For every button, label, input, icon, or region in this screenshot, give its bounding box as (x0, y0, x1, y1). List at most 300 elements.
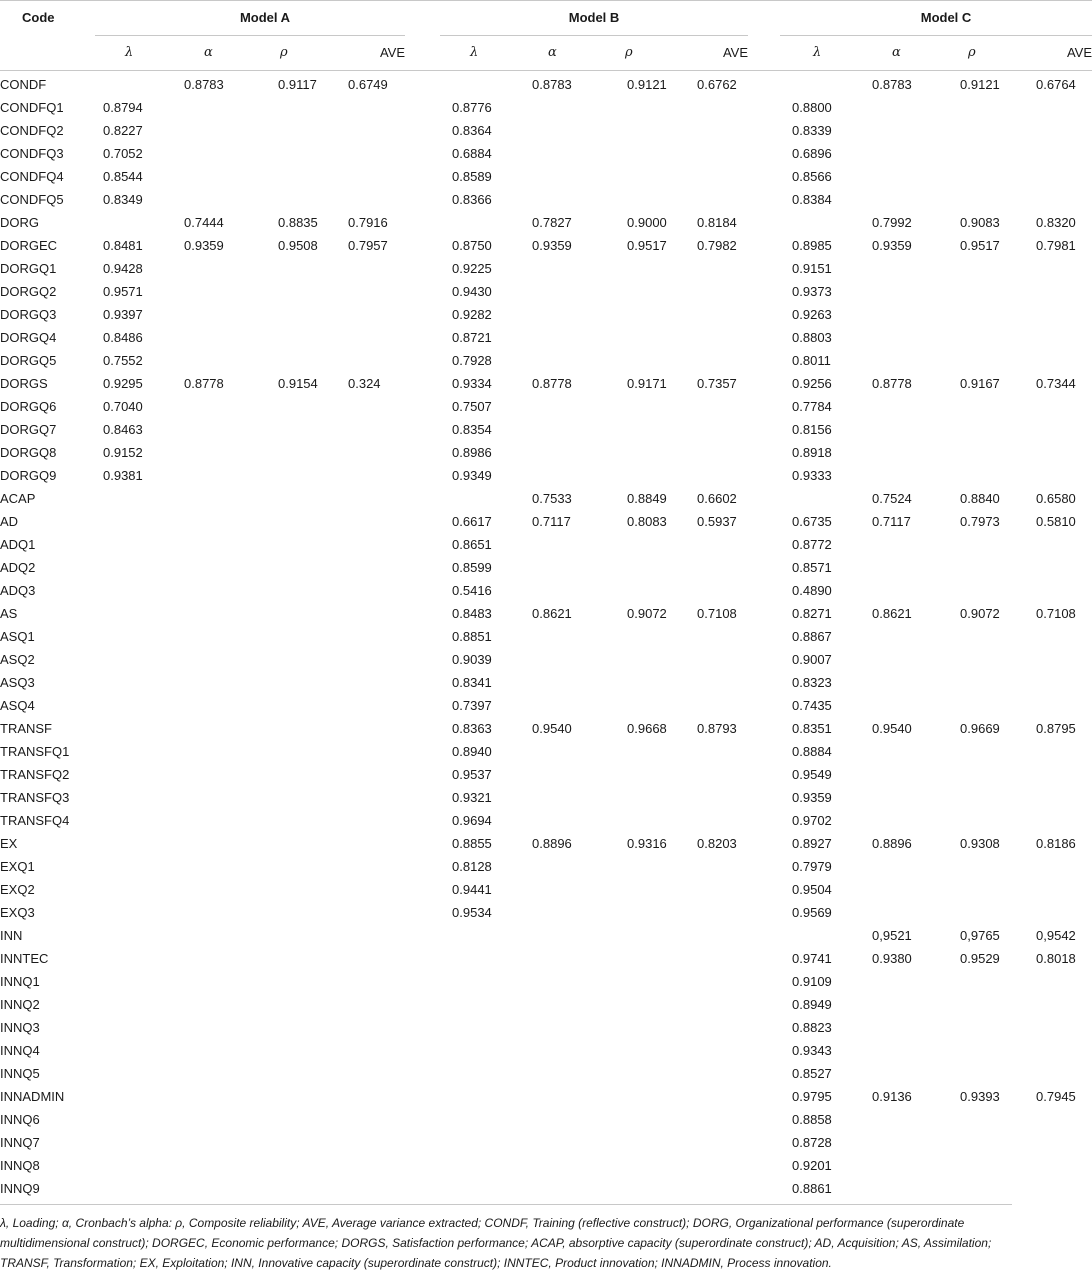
model-b-lambda-cell (440, 1108, 510, 1131)
model-a-rho-cell (250, 740, 330, 763)
model-a-lambda-cell (95, 717, 170, 740)
model-b-lambda-cell: 0.8776 (452, 100, 492, 115)
model-c-lambda-cell: 0.8803 (792, 330, 832, 345)
model-c-rho-cell (938, 257, 1018, 280)
model-a-alpha-cell: 0.7444 (184, 215, 224, 230)
table-row (0, 418, 1092, 441)
model-a-lambda-cell (95, 809, 170, 832)
column-gap (748, 303, 780, 326)
model-c-lambda-cell: 0.8884 (792, 744, 832, 759)
model-a-rho-cell (250, 142, 330, 165)
model-c-lambda-cell: 0.6735 (792, 514, 832, 529)
model-b-ave-cell: 0.5937 (697, 514, 737, 529)
table-row (0, 901, 1092, 924)
model-b-alpha-cell (510, 671, 595, 694)
column-gap (405, 349, 440, 372)
model-a-rho-cell (250, 786, 330, 809)
model-b-ave-cell (675, 303, 748, 326)
model-c-alpha-cell: 0.8621 (872, 606, 912, 621)
model-a-lambda-cell: 0.8349 (103, 192, 143, 207)
model-c-alpha-cell: 0.9136 (872, 1089, 912, 1104)
model-a-rho-cell (250, 395, 330, 418)
model-b-rho-cell (595, 533, 675, 556)
model-c-lambda-cell: 0.9256 (792, 376, 832, 391)
column-gap (405, 1085, 440, 1108)
column-gap (748, 1177, 780, 1200)
model-b-lambda-cell: 0.9225 (452, 261, 492, 276)
model-b-ave-cell (675, 924, 748, 947)
table-row (0, 1085, 1092, 1108)
model-c-ave-cell (1018, 280, 1092, 303)
model-b-alpha-cell (510, 464, 595, 487)
model-b-rho-cell (595, 786, 675, 809)
model-b-lambda-cell (440, 1085, 510, 1108)
table-row (0, 671, 1092, 694)
model-a-ave-cell (330, 579, 405, 602)
model-c-lambda-cell: 0.8858 (792, 1112, 832, 1127)
model-b-ave-cell (675, 280, 748, 303)
model-b-rho-cell: 0.9316 (627, 836, 667, 851)
model-b-rho-cell: 0.9171 (627, 376, 667, 391)
model-c-alpha-cell (858, 763, 938, 786)
model-c-lambda-cell: 0.8566 (792, 169, 832, 184)
model-b-rho-cell (595, 901, 675, 924)
model-c-alpha-cell (858, 556, 938, 579)
model-b-ave-cell: 0.8793 (697, 721, 737, 736)
alpha-header-a: α (170, 36, 250, 71)
model-b-ave-cell (675, 257, 748, 280)
model-b-lambda-cell: 0.7928 (452, 353, 492, 368)
row-code: TRANSF (0, 721, 52, 736)
model-b-rho-cell: 0.9668 (627, 721, 667, 736)
model-a-alpha-cell (170, 119, 250, 142)
model-c-rho-cell (938, 418, 1018, 441)
column-gap (748, 280, 780, 303)
model-a-alpha-cell (170, 510, 250, 533)
model-b-rho-cell (595, 165, 675, 188)
model-c-ave-cell (1018, 648, 1092, 671)
model-c-lambda-cell: 0.8271 (792, 606, 832, 621)
model-c-rho-cell: 0.9529 (960, 951, 1000, 966)
model-c-ave-cell: 0.7981 (1036, 238, 1076, 253)
row-code: EXQ2 (0, 882, 35, 897)
model-a-rho-cell (250, 119, 330, 142)
model-c-rho-cell (938, 1016, 1018, 1039)
model-c-ave-cell (1018, 740, 1092, 763)
model-c-lambda-cell: 0.8384 (792, 192, 832, 207)
model-b-alpha-cell (510, 855, 595, 878)
model-b-rho-cell: 0.8083 (627, 514, 667, 529)
model-b-ave-cell (675, 1016, 748, 1039)
row-code: ADQ1 (0, 537, 36, 552)
model-a-alpha-cell (170, 832, 250, 855)
model-b-ave-cell: 0.8184 (697, 215, 737, 230)
alpha-header-b: α (510, 36, 595, 71)
model-a-rho-cell (250, 1108, 330, 1131)
table-row (0, 326, 1092, 349)
model-a-rho-cell (250, 418, 330, 441)
model-c-lambda-cell: 0.8156 (792, 422, 832, 437)
model-b-lambda-cell: 0.8599 (452, 560, 492, 575)
column-gap (748, 211, 780, 234)
model-c-ave-cell (1018, 809, 1092, 832)
table-row (0, 947, 1092, 970)
model-b-rho-cell (595, 1085, 675, 1108)
model-b-lambda-cell (440, 1177, 510, 1200)
column-gap (748, 165, 780, 188)
column-gap (748, 901, 780, 924)
model-a-alpha-cell (170, 786, 250, 809)
model-c-lambda-cell: 0.9741 (792, 951, 832, 966)
model-a-alpha-cell (170, 740, 250, 763)
model-b-alpha-cell (510, 1177, 595, 1200)
model-c-rho-cell (938, 303, 1018, 326)
model-b-alpha-cell (510, 280, 595, 303)
model-b-ave-cell (675, 970, 748, 993)
model-a-lambda-cell (95, 855, 170, 878)
model-c-lambda-cell: 0.9201 (792, 1158, 832, 1173)
model-a-rho-cell (250, 947, 330, 970)
model-b-lambda-cell (440, 947, 510, 970)
row-code: INNQ3 (0, 1020, 40, 1035)
model-c-alpha-cell (858, 855, 938, 878)
model-b-alpha-cell (510, 395, 595, 418)
column-gap (405, 119, 440, 142)
model-a-alpha-cell (170, 648, 250, 671)
model-a-alpha-cell (170, 533, 250, 556)
model-c-ave-cell: 0.8795 (1036, 721, 1076, 736)
model-b-alpha-cell: 0.7117 (532, 514, 571, 529)
row-code: DORGS (0, 376, 48, 391)
model-a-rho-cell (250, 280, 330, 303)
row-code: CONDFQ5 (0, 192, 64, 207)
model-a-alpha-cell (170, 579, 250, 602)
model-b-lambda-cell: 0.5416 (452, 583, 492, 598)
model-a-alpha-cell (170, 602, 250, 625)
alpha-header-c: α (858, 36, 938, 71)
model-c-lambda-cell: 0.9373 (792, 284, 832, 299)
column-gap (405, 188, 440, 211)
model-a-ave-cell (330, 878, 405, 901)
model-c-ave-cell (1018, 671, 1092, 694)
model-a-rho-cell (250, 970, 330, 993)
model-b-lambda-cell (440, 970, 510, 993)
model-b-lambda-cell: 0.8128 (452, 859, 492, 874)
column-gap (405, 487, 440, 510)
model-a-lambda-cell: 0.8463 (103, 422, 143, 437)
model-c-rho-cell (938, 142, 1018, 165)
model-b-lambda-cell: 0.9694 (452, 813, 492, 828)
model-c-ave-cell (1018, 1177, 1092, 1200)
column-gap (748, 602, 780, 625)
column-gap (405, 533, 440, 556)
model-c-ave-cell (1018, 533, 1092, 556)
model-b-alpha-cell: 0.7827 (532, 215, 572, 230)
row-code: DORGQ1 (0, 261, 57, 276)
model-c-alpha-cell: 0.8783 (872, 77, 912, 92)
column-gap (405, 855, 440, 878)
model-a-ave-cell: 0.7916 (348, 215, 388, 230)
model-a-alpha-cell (170, 694, 250, 717)
model-c-ave-cell (1018, 786, 1092, 809)
column-gap (405, 924, 440, 947)
model-c-ave-cell: 0,9542 (1036, 928, 1076, 943)
model-c-lambda-cell (780, 487, 858, 510)
model-b-alpha-cell: 0.7533 (532, 491, 572, 506)
table-row (0, 441, 1092, 464)
model-b-alpha-cell (510, 993, 595, 1016)
column-gap (405, 786, 440, 809)
model-b-lambda-cell: 0.7397 (452, 698, 492, 713)
model-c-ave-cell: 0.6580 (1036, 491, 1076, 506)
model-c-lambda-cell: 0.9549 (792, 767, 832, 782)
row-code: DORGQ5 (0, 353, 57, 368)
model-c-alpha-cell (858, 1016, 938, 1039)
model-b-rho-cell: 0.9121 (627, 77, 667, 92)
model-c-ave-cell: 0.7108 (1036, 606, 1076, 621)
column-gap (748, 418, 780, 441)
model-a-lambda-cell (95, 1154, 170, 1177)
model-b-alpha-cell (510, 740, 595, 763)
column-gap (405, 1062, 440, 1085)
model-c-rho-cell (938, 694, 1018, 717)
model-b-rho-cell: 0.9000 (627, 215, 667, 230)
model-a-lambda-cell: 0.9381 (103, 468, 143, 483)
model-c-rho-cell (938, 556, 1018, 579)
model-b-ave-cell (675, 1085, 748, 1108)
model-b-rho-cell (595, 1039, 675, 1062)
model-a-ave-cell (330, 303, 405, 326)
row-code: ADQ2 (0, 560, 36, 575)
model-b-rho-cell (595, 947, 675, 970)
model-b-alpha-cell: 0.8783 (532, 77, 572, 92)
row-code: ASQ2 (0, 652, 35, 667)
model-a-rho-cell (250, 1016, 330, 1039)
model-a-lambda-cell: 0.7052 (103, 146, 143, 161)
model-c-rho-cell (938, 648, 1018, 671)
lambda-header-b: λ (440, 36, 510, 71)
model-b-ave-cell (675, 855, 748, 878)
row-code: INNQ8 (0, 1158, 40, 1173)
model-a-lambda-cell (95, 786, 170, 809)
rho-header-a: ρ (250, 36, 330, 71)
model-a-ave-cell (330, 464, 405, 487)
model-b-alpha-cell (510, 257, 595, 280)
table-row (0, 878, 1092, 901)
model-c-lambda-cell (780, 924, 858, 947)
model-b-rho-cell (595, 257, 675, 280)
model-b-rho-cell (595, 671, 675, 694)
table-row (0, 786, 1092, 809)
model-b-rho-cell (595, 648, 675, 671)
model-c-ave-cell (1018, 993, 1092, 1016)
table-row (0, 1039, 1092, 1062)
model-a-rho-cell (250, 257, 330, 280)
model-b-ave-cell (675, 464, 748, 487)
model-b-lambda-cell (440, 1131, 510, 1154)
column-gap (405, 395, 440, 418)
model-a-alpha-cell (170, 970, 250, 993)
model-b-ave-cell (675, 418, 748, 441)
model-c-alpha-cell (858, 1177, 938, 1200)
model-a-rho-cell (250, 717, 330, 740)
model-b-lambda-cell: 0.8721 (452, 330, 492, 345)
column-gap (405, 1039, 440, 1062)
model-c-lambda-cell: 0.8918 (792, 445, 832, 460)
model-b-alpha-cell: 0.8778 (532, 376, 572, 391)
model-b-ave-cell (675, 786, 748, 809)
model-a-lambda-cell: 0.7552 (103, 353, 143, 368)
model-b-lambda-cell: 0.8354 (452, 422, 492, 437)
model-b-alpha-cell (510, 1062, 595, 1085)
model-c-rho-cell (938, 1177, 1018, 1200)
model-a-rho-cell (250, 533, 330, 556)
model-c-alpha-cell (858, 280, 938, 303)
row-code: DORGQ3 (0, 307, 57, 322)
column-gap (405, 96, 440, 119)
row-code: CONDFQ2 (0, 123, 64, 138)
model-c-ave-cell (1018, 418, 1092, 441)
model-c-ave-cell (1018, 188, 1092, 211)
column-gap (405, 71, 440, 97)
model-b-rho-cell (595, 1154, 675, 1177)
column-gap (748, 441, 780, 464)
model-a-alpha-cell (170, 349, 250, 372)
column-gap (405, 901, 440, 924)
model-c-alpha-cell: 0.9540 (872, 721, 912, 736)
column-gap (748, 763, 780, 786)
column-gap (405, 165, 440, 188)
model-a-ave-cell (330, 1062, 405, 1085)
column-gap (405, 832, 440, 855)
model-c-lambda-cell: 0.8823 (792, 1020, 832, 1035)
table-row (0, 142, 1092, 165)
model-a-rho-cell (250, 579, 330, 602)
model-a-rho-cell (250, 625, 330, 648)
column-gap (748, 671, 780, 694)
row-code: EXQ1 (0, 859, 35, 874)
model-b-ave-cell (675, 533, 748, 556)
lambda-header-a: λ (95, 36, 170, 71)
row-code: CONDFQ1 (0, 100, 64, 115)
model-c-rho-cell (938, 878, 1018, 901)
model-a-alpha-cell (170, 1039, 250, 1062)
table-row (0, 1108, 1092, 1131)
model-a-lambda-cell (95, 533, 170, 556)
model-a-alpha-cell (170, 556, 250, 579)
model-c-alpha-cell: 0.8896 (872, 836, 912, 851)
table-row (0, 579, 1092, 602)
column-gap (405, 142, 440, 165)
model-b-rho-cell (595, 441, 675, 464)
model-a-rho-cell (250, 556, 330, 579)
model-a-alpha-cell (170, 1177, 250, 1200)
model-c-alpha-cell (858, 970, 938, 993)
model-b-rho-cell (595, 464, 675, 487)
model-b-alpha-cell (510, 947, 595, 970)
model-a-rho-cell (250, 188, 330, 211)
model-b-alpha-cell (510, 878, 595, 901)
ave-header-b: AVE (675, 36, 748, 71)
row-code: ADQ3 (0, 583, 36, 598)
model-a-ave-cell: 0.324 (348, 376, 381, 391)
model-b-rho-cell (595, 740, 675, 763)
column-gap (405, 326, 440, 349)
model-b-lambda-cell: 0.8851 (452, 629, 492, 644)
model-a-ave-cell (330, 142, 405, 165)
model-c-ave-cell (1018, 1154, 1092, 1177)
model-b-rho-cell (595, 855, 675, 878)
model-a-ave-cell (330, 740, 405, 763)
model-b-ave-cell (675, 625, 748, 648)
model-b-alpha-cell (510, 165, 595, 188)
column-gap (748, 579, 780, 602)
model-a-lambda-cell (95, 602, 170, 625)
model-c-alpha-cell: 0.9359 (872, 238, 912, 253)
model-b-rho-cell (595, 303, 675, 326)
model-c-lambda-cell: 0.8571 (792, 560, 832, 575)
column-gap (748, 464, 780, 487)
row-code: INNQ9 (0, 1181, 40, 1196)
model-a-alpha-cell (170, 625, 250, 648)
model-c-ave-cell: 0.6764 (1036, 77, 1076, 92)
model-c-alpha-cell: 0.7117 (872, 514, 911, 529)
column-gap (405, 1154, 440, 1177)
model-c-lambda-cell: 0.8861 (792, 1181, 832, 1196)
model-c-lambda-cell: 0.9263 (792, 307, 832, 322)
model-c-lambda-cell (780, 71, 858, 97)
model-c-lambda-cell: 0.4890 (792, 583, 832, 598)
model-b-alpha-cell: 0.9359 (532, 238, 572, 253)
table-row (0, 763, 1092, 786)
model-a-lambda-cell: 0.9397 (103, 307, 143, 322)
model-c-rho-cell (938, 625, 1018, 648)
model-a-lambda-cell (95, 740, 170, 763)
model-c-rho-cell (938, 165, 1018, 188)
column-gap (405, 694, 440, 717)
model-b-lambda-cell: 0.7507 (452, 399, 492, 414)
table-row (0, 487, 1092, 510)
model-c-rho-cell (938, 1062, 1018, 1085)
model-a-ave-cell (330, 602, 405, 625)
model-b-lambda-cell (440, 71, 510, 97)
model-c-alpha-cell (858, 648, 938, 671)
model-a-ave-cell (330, 786, 405, 809)
model-a-ave-cell (330, 832, 405, 855)
model-a-ave-cell (330, 188, 405, 211)
row-code: INN (0, 928, 23, 943)
row-code: INNQ1 (0, 974, 40, 989)
rho-header-c: ρ (938, 36, 1018, 71)
model-b-lambda-cell (440, 1062, 510, 1085)
model-b-rho-cell (595, 96, 675, 119)
model-c-lambda-cell: 0.8011 (792, 353, 831, 368)
table-row (0, 1131, 1092, 1154)
model-c-lambda-cell: 0.8527 (792, 1066, 832, 1081)
model-a-ave-cell (330, 96, 405, 119)
model-a-alpha-cell: 0.8778 (184, 376, 224, 391)
column-gap (405, 510, 440, 533)
column-gap (405, 418, 440, 441)
model-c-ave-cell (1018, 349, 1092, 372)
row-code: AD (0, 514, 19, 529)
model-a-rho-cell (250, 487, 330, 510)
model-c-ave-cell (1018, 464, 1092, 487)
model-a-lambda-cell (95, 1108, 170, 1131)
model-c-alpha-cell (858, 993, 938, 1016)
model-c-ave-cell (1018, 556, 1092, 579)
model-a-lambda-cell (95, 487, 170, 510)
